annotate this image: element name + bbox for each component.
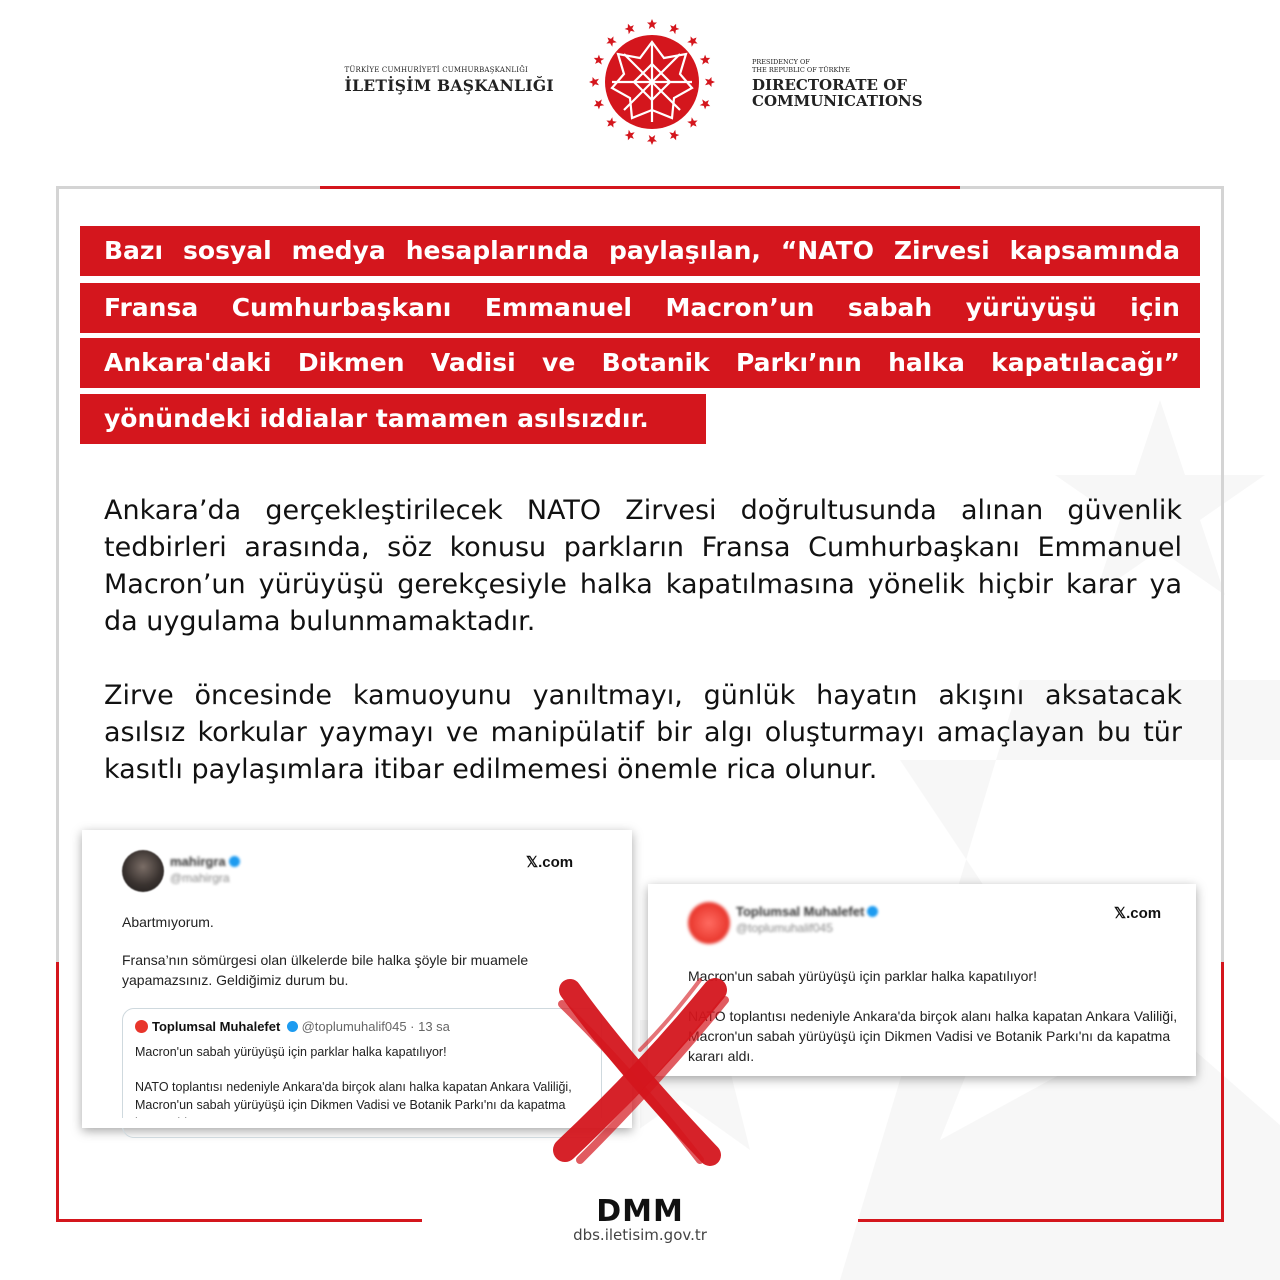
tweet-handle: @toplumuhalif045 [736,921,833,935]
headline-word: kapsamında [1009,236,1180,265]
headline-word: medya [291,236,386,265]
body-paragraph-2: Zirve öncesinde kamuoyunu yanıltmayı, günlük hayatın akışını aksatacak asılsız korkular yaymayı ve manipülatif bir algı oluşturmayı amaçlayan bu tür kasıtlı paylaşımlara itibar edilmemesi önemle rica olunur. [104,680,1182,785]
verified-badge-icon [229,856,240,867]
red-cross-mark-icon [540,960,740,1170]
headline-word: yürüyüşü [965,293,1097,322]
frame-top-accent [320,186,960,189]
header-right-small-1: PRESIDENCY OF [752,58,810,66]
headline-word: sosyal [183,236,272,265]
verified-badge-icon [287,1021,298,1032]
headline-word: Ankara'daki [104,348,272,377]
headline-word: ve [542,348,576,377]
frame-top-right [960,186,1224,189]
quoted-username: Toplumsal Muhalefet [152,1019,281,1034]
tweet-handle: @mahirgra [170,871,230,885]
headline-word: Cumhurbaşkanı [231,293,452,322]
headline-line-2 [80,283,1200,333]
headline-word: sabah [847,293,933,322]
frame-left-accent [56,962,59,1222]
body-paragraph-1: Ankara’da gerçekleştirilecek NATO Zirvesi doğrultusunda alınan güvenlik tedbirleri arasında, söz konusu parkların Fransa Cumhurbaşkanı Emmanuel Macron’un yürüyüşü gerekçesiyle halka kapatılmasına yönelik hiçbir karar ya da uygulama bulunmamaktadır. [104,495,1182,637]
verified-badge-icon [867,906,878,917]
header-left-small: TÜRKİYE CUMHURİYETİ CUMHURBAŞKANLIĞI [344,66,528,74]
footer-url[interactable]: dbs.iletisim.gov.tr [573,1226,707,1244]
quoted-handle: @toplumuhalif045 · 13 sa [301,1019,450,1034]
header-right-big-1: DIRECTORATE OF [752,76,907,94]
frame-right [1221,186,1224,962]
header-left-big: İLETİŞİM BAŞKANLIĞI [344,76,554,95]
tweet-text-line-1: Macron'un sabah yürüyüşü için parklar halka kapatılıyor! [688,968,1037,984]
tweet-text-line-2: NATO toplantısı nedeniyle Ankara'da birçok alanı halka kapatan Ankara Valiliği, Macron'un sabah yürüyüşü için Dikmen Vadisi ve Botanik Parkı'nı da kapatma kararı aldı. [688,1008,1178,1064]
headline-word: Zirvesi [893,236,990,265]
headline-word: kapatılacağı” [991,348,1180,377]
frame-bottom-left [56,1219,422,1222]
headline-word: paylaşılan, [608,236,761,265]
headline-word: Parkı’nın [736,348,862,377]
quoted-tweet-header [135,1019,450,1034]
quoted-avatar-icon [135,1020,148,1033]
headline-word: Botanik [601,348,710,377]
frame-right-accent [1221,962,1224,1222]
frame-bottom-right [858,1219,1224,1222]
svg-text:DMM: DMM [596,1196,684,1226]
header-right-title [752,58,923,109]
headline-line-3 [80,338,1200,388]
dmm-logo-icon [572,1196,708,1226]
x-logo-icon: 𝕏.com [1114,905,1162,922]
x-logo-icon: 𝕏.com [526,854,574,871]
header-right-small-2: THE REPUBLIC OF TÜRKİYE [752,66,850,74]
tweet-text-line-1: Abartmıyorum. [122,914,214,930]
headline-word: halka [888,348,965,377]
headline-line-1 [80,226,1200,276]
quoted-text-line-1: Macron'un sabah yürüyüşü için parklar halka kapatılıyor! [135,1045,447,1059]
presidential-seal-icon [586,16,718,148]
tweet-text-line-2: Fransa’nın sömürgesi olan ülkelerde bile halka şöyle bir muamele yapamazsınız. Geldiğimiz durum bu. [122,952,529,988]
avatar [688,902,730,944]
headline-word: Emmanuel [484,293,632,322]
headline-word: Dikmen [297,348,405,377]
headline-word: hesaplarında [405,236,590,265]
tweet-username [736,904,878,919]
frame-left [56,186,59,962]
quoted-text-line-2: NATO toplantısı nedeniyle Ankara'da birçok alanı halka kapatan Ankara Valiliği, Macron'un sabah yürüyüşü için Dikmen Vadisi ve Botanik Parkı'nı da kapatma [135,1080,572,1112]
headline-line-4: yönündeki iddialar tamamen asılsızdır. [80,394,706,444]
headline-word: Bazı [104,236,164,265]
headline-word: Fransa [104,293,199,322]
tweet-username [170,854,240,869]
header [0,0,1280,180]
header-left-title [345,66,554,95]
tweet-username-text: Toplumsal Muhalefet [736,904,865,919]
frame-top-left [56,186,320,189]
header-right-big-2: COMMUNICATIONS [752,92,923,110]
avatar [122,850,164,892]
headline-word: Vadisi [430,348,516,377]
headline-word: için [1130,293,1180,322]
headline-word: Macron’un [665,293,815,322]
tweet-username-text: mahirgra [170,854,226,869]
headline-word: “NATO [780,236,874,265]
